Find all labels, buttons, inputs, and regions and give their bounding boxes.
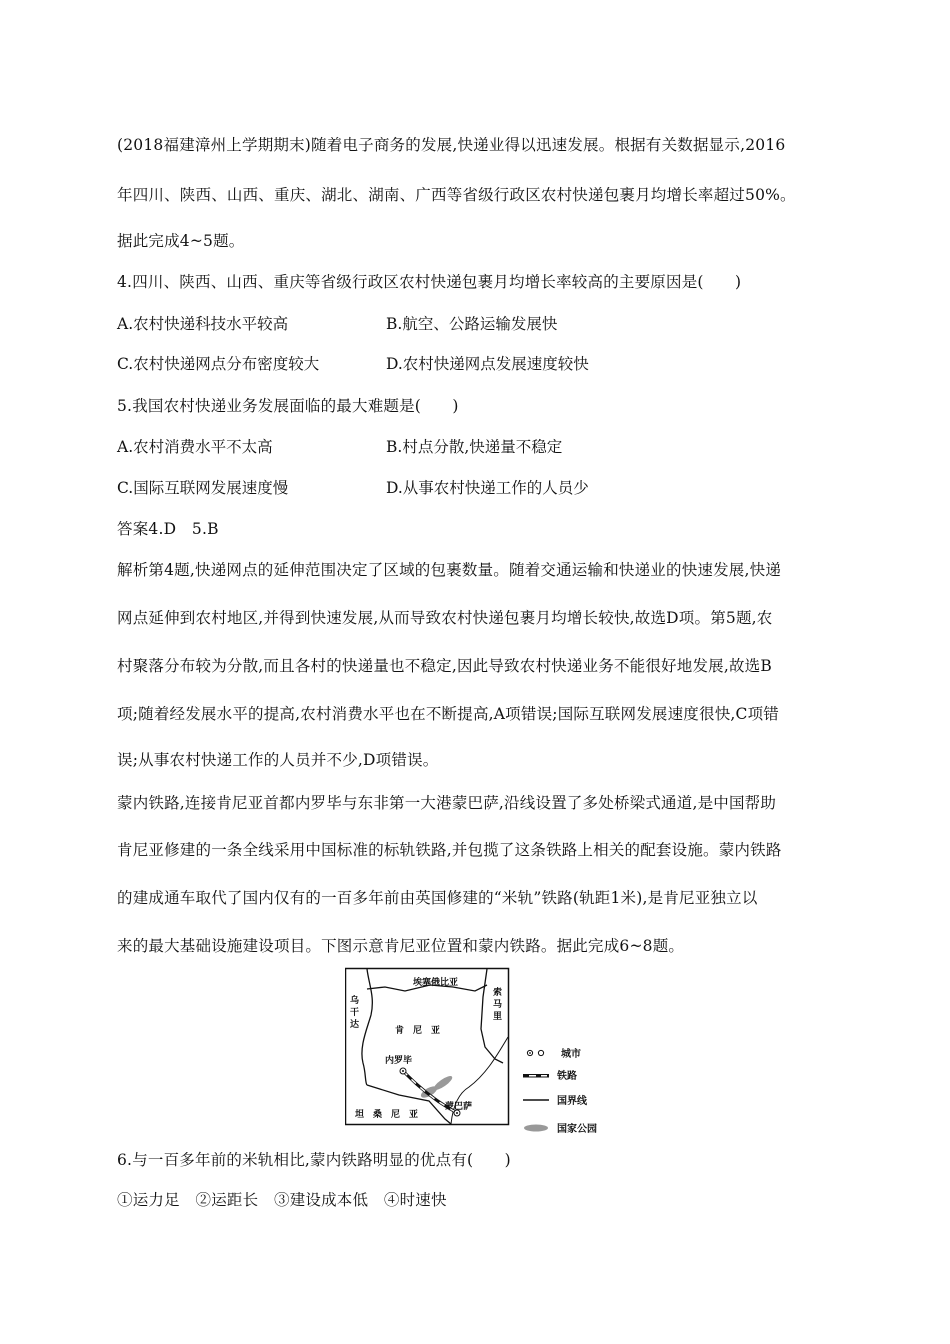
intro-line-3: 据此完成4~5题。 — [117, 232, 245, 250]
kenya-map-figure — [345, 967, 615, 1139]
legend-border-label: 国界线 — [557, 1096, 587, 1107]
label-ethiopia: 埃塞俄比亚 — [413, 978, 459, 988]
label-nairobi: 内罗毕 — [385, 1056, 413, 1066]
analysis-line-5: 误;从事农村快递工作的人员并不少,D项错误。 — [117, 751, 439, 769]
label-somalia-3: 里 — [493, 1012, 503, 1022]
analysis-line-4: 项;随着经发展水平的提高,农村消费水平也在不断提高,A项错误;国际互联网发展速度很快,C项错 — [117, 705, 779, 723]
label-somalia-1: 索 — [493, 988, 503, 998]
question-5-stem: 5.我国农村快递业务发展面临的最大难题是( ) — [117, 397, 459, 415]
intro-line-1: (2018福建漳州上学期期末)随着电子商务的发展,快递业得以迅速发展。根据有关数据显示,2016 — [117, 136, 786, 154]
passage2-line-1: 蒙内铁路,连接肯尼亚首都内罗毕与东非第一大港蒙巴萨,沿线设置了多处桥梁式通道,是中国帮助 — [117, 794, 777, 812]
passage2-line-3: 的建成通车取代了国内仅有的一百多年前由英国修建的“米轨”铁路(轨距1米),是肯尼亚独立以 — [117, 889, 758, 907]
analysis-line-3: 村聚落分布较为分散,而且各村的快递量也不稳定,因此导致农村快递业务不能很好地发展,故选B — [117, 657, 772, 675]
label-uganda-3: 达 — [350, 1020, 360, 1030]
label-mombasa: 蒙巴萨 — [445, 1102, 473, 1112]
legend-park-icon — [524, 1125, 548, 1132]
question-5-option-b: B.村点分散,快递量不稳定 — [386, 438, 563, 456]
question-4-option-a: A.农村快递科技水平较高 — [117, 315, 289, 333]
label-tanzania: 坦 桑 尼 亚 — [355, 1110, 419, 1120]
answer-line: 答案4.D 5.B — [117, 520, 219, 538]
question-6-stem: 6.与一百多年前的米轨相比,蒙内铁路明显的优点有( ) — [117, 1151, 511, 1169]
label-uganda-1: 乌 — [350, 996, 360, 1006]
label-somalia-2: 马 — [493, 1000, 503, 1010]
legend-railway-label: 铁路 — [557, 1071, 577, 1082]
question-4-option-b: B.航空、公路运输发展快 — [386, 315, 558, 333]
legend-city-label: 城市 — [561, 1049, 581, 1060]
passage2-line-2: 肯尼亚修建的一条全线采用中国标准的标轨铁路,并包揽了这条铁路上相关的配套设施。蒙内铁路 — [117, 841, 782, 859]
question-4-option-d: D.农村快递网点发展速度较快 — [386, 355, 589, 373]
question-4-option-c: C.农村快递网点分布密度较大 — [117, 355, 320, 373]
question-5-option-a: A.农村消费水平不太高 — [117, 438, 273, 456]
intro-line-2: 年四川、陕西、山西、重庆、湖北、湖南、广西等省级行政区农村快递包裹月均增长率超过50%。 — [117, 186, 796, 204]
analysis-line-2: 网点延伸到农村地区,并得到快速发展,从而导致农村快递包裹月均增长较快,故选D项。第5题,农 — [117, 609, 773, 627]
question-5-option-d: D.从事农村快递工作的人员少 — [386, 479, 589, 497]
label-uganda-2: 干 — [350, 1008, 360, 1018]
question-4-stem: 4.四川、陕西、山西、重庆等省级行政区农村快递包裹月均增长率较高的主要原因是( ) — [117, 273, 742, 291]
label-kenya: 肯 尼 亚 — [395, 1026, 441, 1036]
passage2-line-4: 来的最大基础设施建设项目。下图示意肯尼亚位置和蒙内铁路。据此完成6~8题。 — [117, 937, 685, 955]
legend-park-label: 国家公园 — [557, 1124, 597, 1135]
analysis-line-1: 解析第4题,快递网点的延伸范围决定了区域的包裹数量。随着交通运输和快递业的快速发展,快递 — [117, 561, 782, 579]
question-5-option-c: C.国际互联网发展速度慢 — [117, 479, 289, 497]
question-6-options: ①运力足 ②运距长 ③建设成本低 ④时速快 — [117, 1191, 447, 1209]
